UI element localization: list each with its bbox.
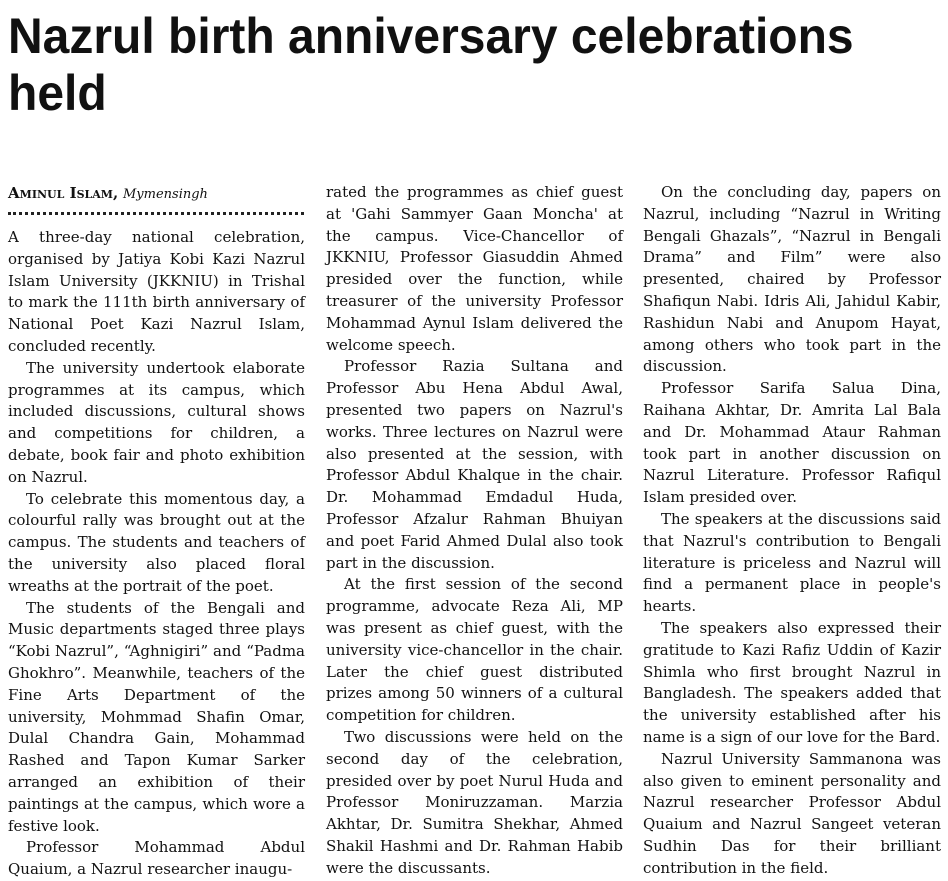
paragraph: A three-day national celebration, organised by Jatiya Kobi Kazi Nazrul Islam University (JKKNIU) in Trishal to mark the 111th birth anniversary of National Poet Kazi Nazrul Islam, concluded recently. (8, 228, 305, 355)
paragraph: rated the programmes as chief guest at 'Gahi Sammyer Gaan Moncha' at the campus. Vice-Chancellor of JKKNIU, Professor Giasuddin Ahmed presided over the function, while treasurer of the university Professor Mohammad Aynul Islam delivered the welcome speech. (326, 183, 623, 354)
paragraph: Professor Sarifa Salua Dina, Raihana Akhtar, Dr. Amrita Lal Bala and Dr. Mohammad Ataur Rahman took part in another discussion on Nazrul Literature. Professor Rafiqul Islam presided over. (643, 379, 941, 507)
paragraph: The speakers also expressed their gratitude to Kazi Rafiz Uddin of Kazir Shimla who first brought Nazrul in Bangladesh. The speakers added that the university established after his name is a sign of our love for the Bard. (643, 618, 941, 746)
byline-divider (8, 212, 304, 215)
byline (8, 182, 305, 206)
paragraph: The students of the Bengali and Music departments staged three plays “Kobi Nazrul”, “Aghnigiri” and “Padma Ghokhro”. Meanwhile, teachers of the Fine Arts Department of the university, Mohmmad Shafin Omar, Dulal Chandra Gain, Mohammad Rashed and Tapon Kumar Sarker arranged an exhibition of their paintings at the campus, which wore a festive look. (8, 598, 305, 835)
article-column-1 (8, 182, 305, 881)
byline-location: Mymensingh (122, 187, 208, 202)
paragraph: Two discussions were held on the second day of the celebration, presided over by poet Nurul Huda and Professor Moniruzzaman. Marzia Akhtar, Dr. Sumitra Shekhar, Ahmed Shakil Hashmi and Dr. Rahman Habib were the discussants. (326, 727, 623, 877)
paragraph: Nazrul University Sammanona was also given to eminent personality and Nazrul researcher Professor Abdul Quaium and Nazrul Sangeet veteran Sudhin Das for their brilliant contribution in the field. (643, 749, 941, 877)
article-column-2 (326, 182, 623, 880)
paragraph: At the first session of the second programme, advocate Reza Ali, MP was present as chief guest, with the university vice-chancellor in the chair. Later the chief guest distributed prizes among 50 winners of a cultural competition for children. (326, 575, 623, 725)
paragraph: Professor Mohammad Abdul Quaium, a Nazrul researcher inaugu- (8, 838, 305, 879)
paragraph: The university undertook elaborate programmes at its campus, which included discussions, cultural shows and competitions for children, a debate, book fair and photo exhibition on Nazrul. (8, 358, 305, 486)
headline: Nazrul birth anniversary celebrations held (8, 8, 854, 121)
paragraph: Professor Razia Sultana and Professor Abu Hena Abdul Awal, presented two papers on Nazrul's works. Three lectures on Nazrul were also presented at the session, with Professor Abdul Khalque in the chair. Dr. Mohammad Emdadul Huda, Professor Afzalur Rahman Bhuiyan and poet Farid Ahmed Dulal also took part in the discussion. (326, 357, 623, 572)
paragraph: On the concluding day, papers on Nazrul, including “Nazrul in Writing Bengali Ghazals”, “Nazrul in Bengali Drama” and Film” were also presented, chaired by Professor Shafiqun Nabi. Idris Ali, Jahidul Kabir, Rashidun Nabi and Anupom Hayat, among others who took part in the discussion. (643, 183, 941, 376)
paragraph: To celebrate this momentous day, a colourful rally was brought out at the campus. The students and teachers of the university also placed floral wreaths at the portrait of the poet. (8, 489, 305, 595)
article-column-3 (643, 182, 941, 880)
paragraph: The speakers at the discussions said that Nazrul's contribution to Bengali literature is priceless and Nazrul will find a permanent place in people's hearts. (643, 509, 941, 616)
byline-author: Aminul Islam, (8, 184, 119, 202)
